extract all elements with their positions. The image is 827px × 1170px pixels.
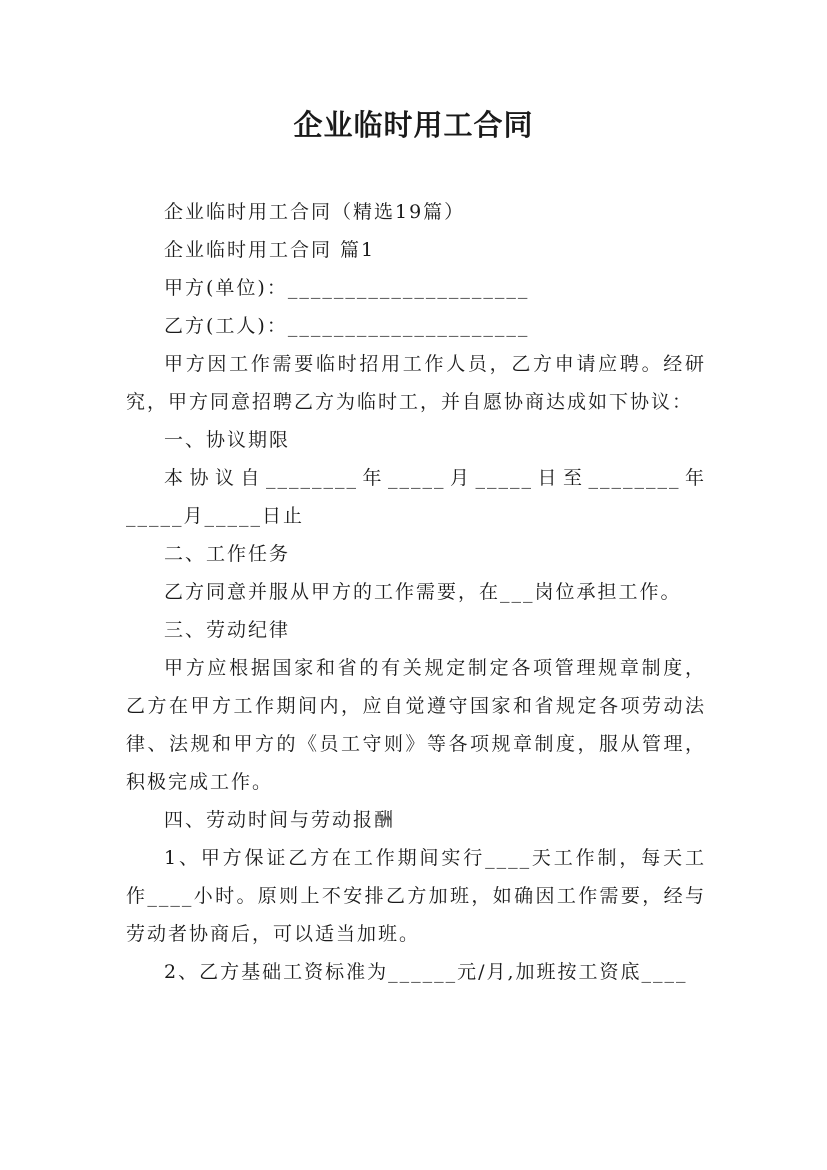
section-heading-discipline: 三、劳动纪律	[164, 619, 291, 641]
term-paragraph: 本协议自________年_____月_____日至________年_____月_____日止	[126, 467, 706, 527]
document-title: 企业临时用工合同	[293, 108, 534, 142]
document-body	[126, 193, 706, 991]
task-paragraph: 乙方同意并服从甲方的工作需要，在___岗位承担工作。	[164, 581, 682, 603]
discipline-paragraph: 甲方应根据国家和省的有关规定制定各项管理规章制度，乙方在甲方工作期间内，应自觉遵守国家和省规定各项劳动法律、法规和甲方的《员工守则》等各项规章制度，服从管理，积极完成工作。	[126, 657, 706, 793]
section-heading-hours-pay: 四、劳动时间与劳动报酬	[164, 809, 396, 831]
section-heading-term: 一、协议期限	[164, 429, 291, 451]
party-b-line: 乙方(工人)：_____________________	[164, 315, 530, 337]
collection-heading: 企业临时用工合同（精选19篇）	[164, 201, 466, 223]
contract-number-heading: 企业临时用工合同 篇1	[164, 239, 376, 261]
preamble-paragraph: 甲方因工作需要临时招用工作人员，乙方申请应聘。经研究，甲方同意招聘乙方为临时工，并自愿协商达成如下协议：	[126, 353, 706, 413]
section-heading-task: 二、工作任务	[164, 543, 291, 565]
wage-paragraph: 2、乙方基础工资标准为______元/月,加班按工资底____	[164, 961, 688, 983]
hours-paragraph: 1、甲方保证乙方在工作期间实行____天工作制，每天工作____小时。原则上不安排乙方加班，如确因工作需要，经与劳动者协商后，可以适当加班。	[126, 847, 706, 945]
party-a-line: 甲方(单位)：_____________________	[164, 277, 530, 299]
